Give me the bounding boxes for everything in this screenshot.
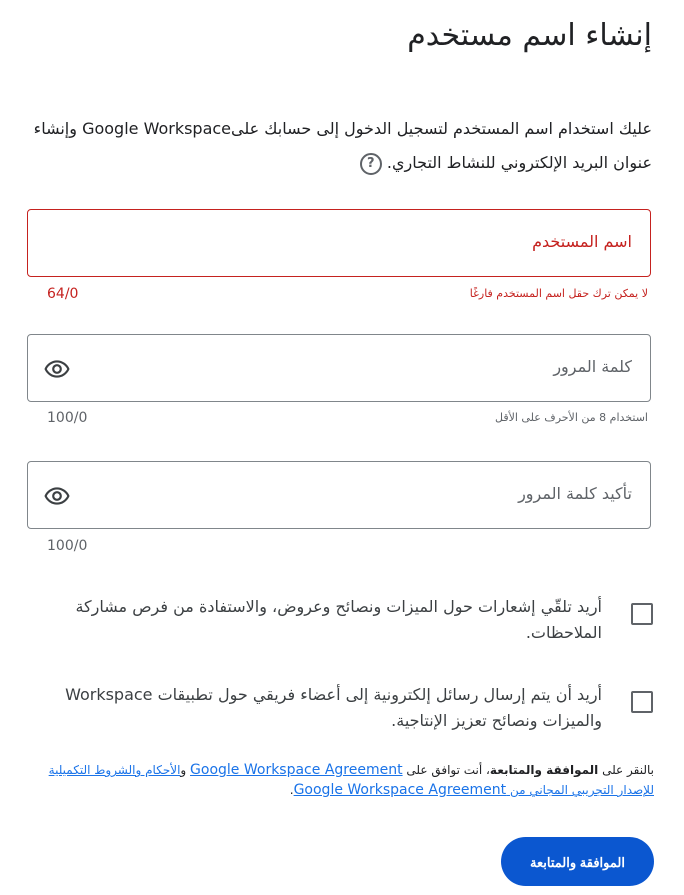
terms-text xyxy=(24,760,654,800)
eye-icon[interactable] xyxy=(42,356,72,382)
agreement-link[interactable]: Google Workspace Agreement xyxy=(190,762,403,778)
checkbox-notifications-label: أريد تلقّي إشعارات حول الميزات ونصائح وعروض، والاستفادة من فرص مشاركة الملاحظات. xyxy=(75,597,602,642)
confirm-password-field[interactable] xyxy=(27,461,651,529)
terms-part: . xyxy=(289,783,294,797)
username-error: لا يمكن ترك حقل اسم المستخدم فارغًا xyxy=(469,287,648,300)
eye-icon[interactable] xyxy=(42,483,72,509)
checkbox-team-emails-label: أريد أن يتم إرسال رسائل إلكترونية إلى أعضاء فريقي حول تطبيقات Workspace والميزات ونصائح تعزيز الإنتاجية. xyxy=(65,685,602,730)
terms-part: و xyxy=(180,763,191,777)
intro-before: عليك استخدام اسم المستخدم لتسجيل الدخول إلى حسابك على xyxy=(231,119,652,138)
username-label: اسم المستخدم xyxy=(532,232,632,251)
help-icon[interactable]: ? xyxy=(360,153,382,175)
agree-continue-button[interactable]: الموافقة والمتابعة xyxy=(501,837,654,886)
trial-terms-link[interactable]: الأحكام والشروط التكميلية للإصدار التجريبي المجاني من xyxy=(48,763,654,797)
username-counter: 64/0 xyxy=(47,286,79,302)
checkbox-notifications[interactable] xyxy=(631,603,653,625)
confirm-label: تأكيد كلمة المرور xyxy=(518,484,632,503)
intro-brand: Google Workspace xyxy=(82,119,232,138)
agreement-link-2[interactable]: Google Workspace Agreement xyxy=(293,782,507,798)
intro-after: وإنشاء عنوان البريد الإلكتروني للنشاط التجاري. xyxy=(33,119,652,172)
username-field[interactable] xyxy=(27,209,651,277)
password-counter: 100/0 xyxy=(47,410,88,426)
password-field[interactable] xyxy=(27,334,651,402)
password-label: كلمة المرور xyxy=(553,357,632,376)
terms-part: ، أنت توافق على xyxy=(402,763,490,777)
intro-text xyxy=(32,112,652,180)
terms-bold: الموافقة والمتابعة xyxy=(489,763,599,777)
page-title: إنشاء اسم مستخدم xyxy=(407,18,652,53)
checkbox-team-emails[interactable] xyxy=(631,691,653,713)
terms-part: بالنقر على xyxy=(598,763,654,777)
password-hint: استخدام 8 من الأحرف على الأقل xyxy=(495,411,648,424)
confirm-counter: 100/0 xyxy=(47,538,88,554)
